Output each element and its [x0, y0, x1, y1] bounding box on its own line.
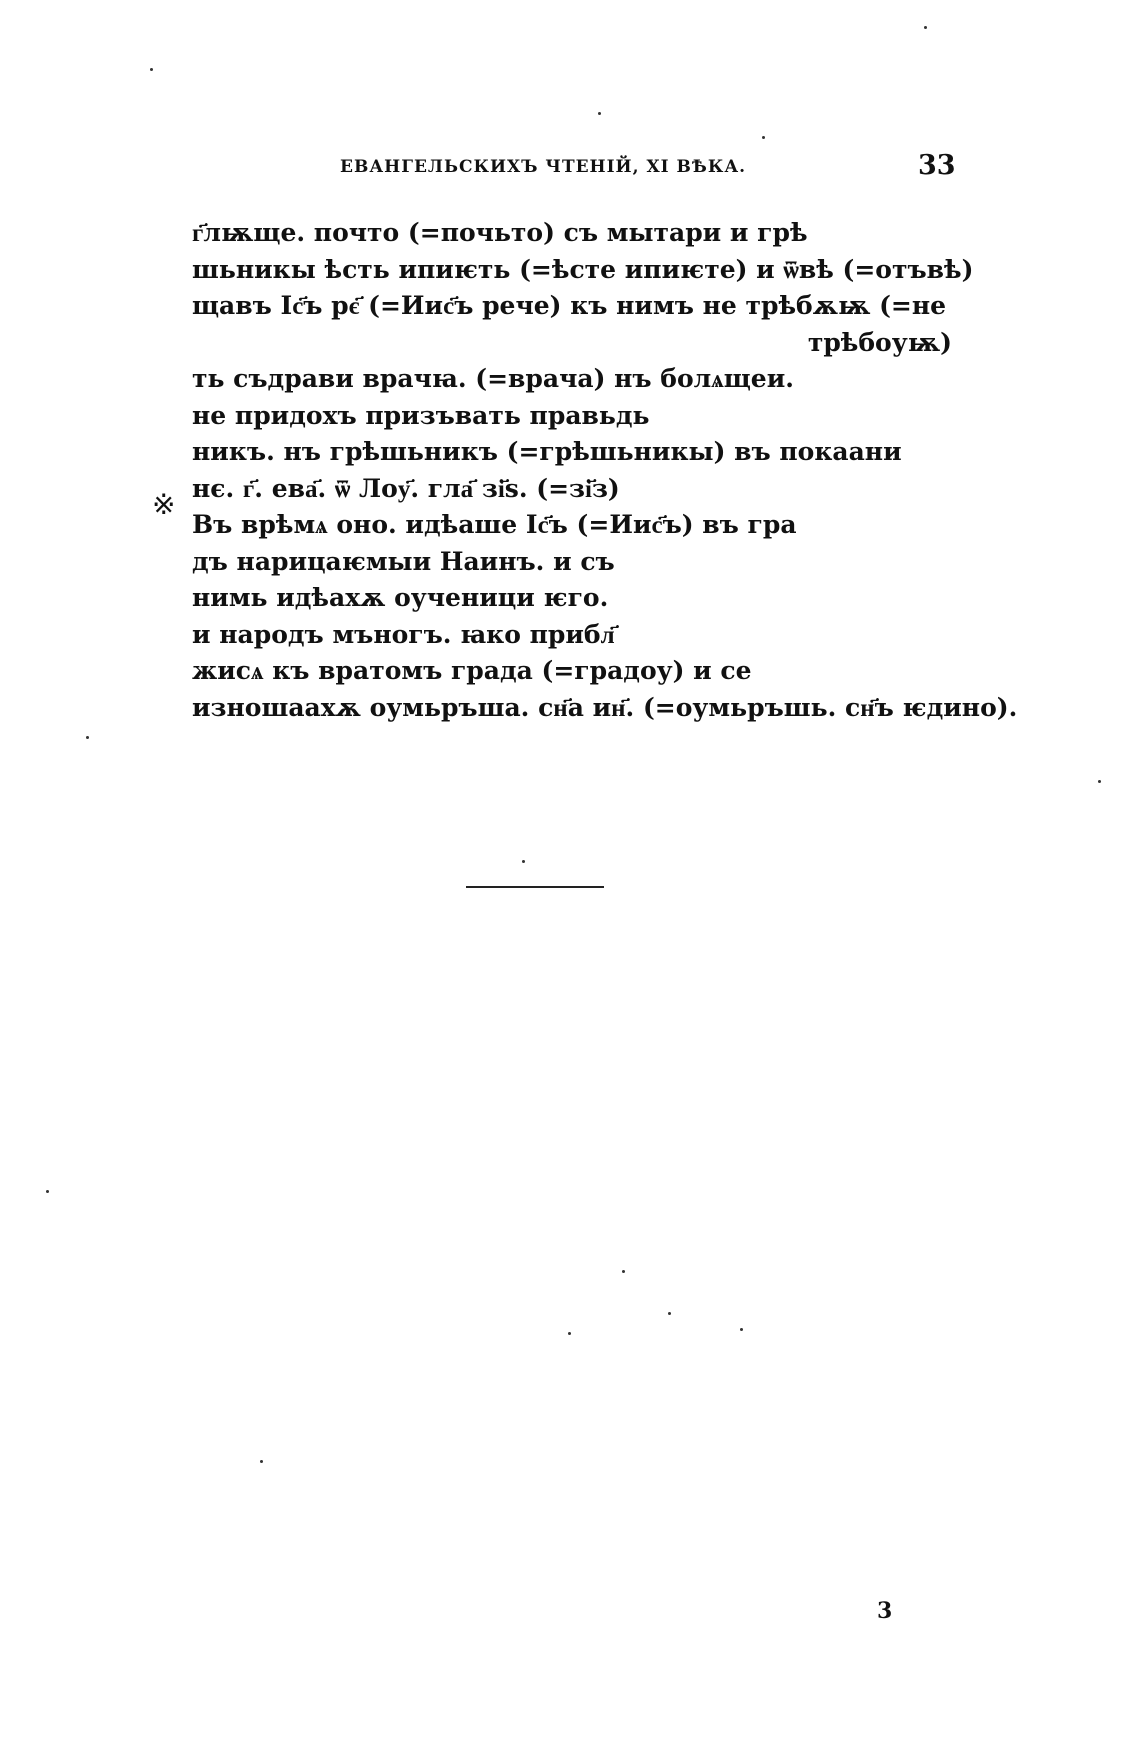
print-speck: [598, 112, 601, 115]
text-line: жисѧ къ вратомъ града (=градоу) и се: [192, 656, 752, 685]
print-speck: [46, 1190, 49, 1193]
section-divider: [466, 886, 604, 888]
signature-mark: 3: [877, 1598, 893, 1624]
page-number: 33: [918, 150, 956, 181]
text-line: Въ врѣмѧ оно. идѣаше Іс҃ъ (=Иис҃ъ) въ гра: [192, 510, 797, 539]
text-line: ть съдрави врачꙗ. (=врачa) нъ болѧщеи.: [192, 364, 794, 393]
print-speck: [86, 736, 89, 739]
print-speck: [668, 1312, 671, 1315]
print-speck: [740, 1328, 743, 1331]
print-speck: [522, 860, 525, 863]
text-line: и народъ мъногъ. ꙗко прибл҃: [192, 619, 615, 649]
text-line: шьникы ѣсть ипиѥть (=ѣсте ипиѥте) и ѿвѣ (=отъвѣ): [192, 254, 974, 284]
text-line: не придохъ призъвать правьдь: [192, 400, 650, 430]
print-speck: [1098, 780, 1101, 783]
print-speck: [924, 26, 927, 29]
print-speck: [762, 136, 765, 139]
text-block: [192, 215, 1018, 726]
print-speck: [568, 1332, 571, 1335]
text-line: нє. г҃. ева҃. ѿ Лоу҃. гла҃ зі҃ѕ. (=зі҃з): [192, 473, 620, 503]
print-speck: [622, 1270, 625, 1273]
print-speck: [150, 68, 153, 71]
running-title: ЕВАНГЕЛЬСКИХЪ ЧТЕНІЙ, XI ВѢКА.: [340, 157, 747, 177]
text-line: нимь идѣахѫ оученици ѥго.: [192, 583, 609, 612]
text-line: никъ. нъ грѣшьникъ (=грѣшьникы) въ покаани: [192, 437, 902, 466]
print-speck: [260, 1460, 263, 1463]
text-line: изношаахѫ оумьръша. сн҃а ин҃. (=оумьръшь. сн҃ъ ѥдино).: [192, 692, 1018, 722]
text-line: щавъ Іс҃ъ рє҃ (=Иис҃ъ рече) къ нимъ не трѣбѫѭ (=не: [192, 291, 947, 320]
reading-marker-icon: ※: [152, 488, 176, 521]
text-line: дъ нарицаѥмыи Наинъ. и съ: [192, 546, 615, 576]
text-line: трѣбоуѭ): [807, 327, 952, 357]
text-line: г҃лѭще. почто (=почьто) съ мытари и грѣ: [192, 218, 808, 247]
